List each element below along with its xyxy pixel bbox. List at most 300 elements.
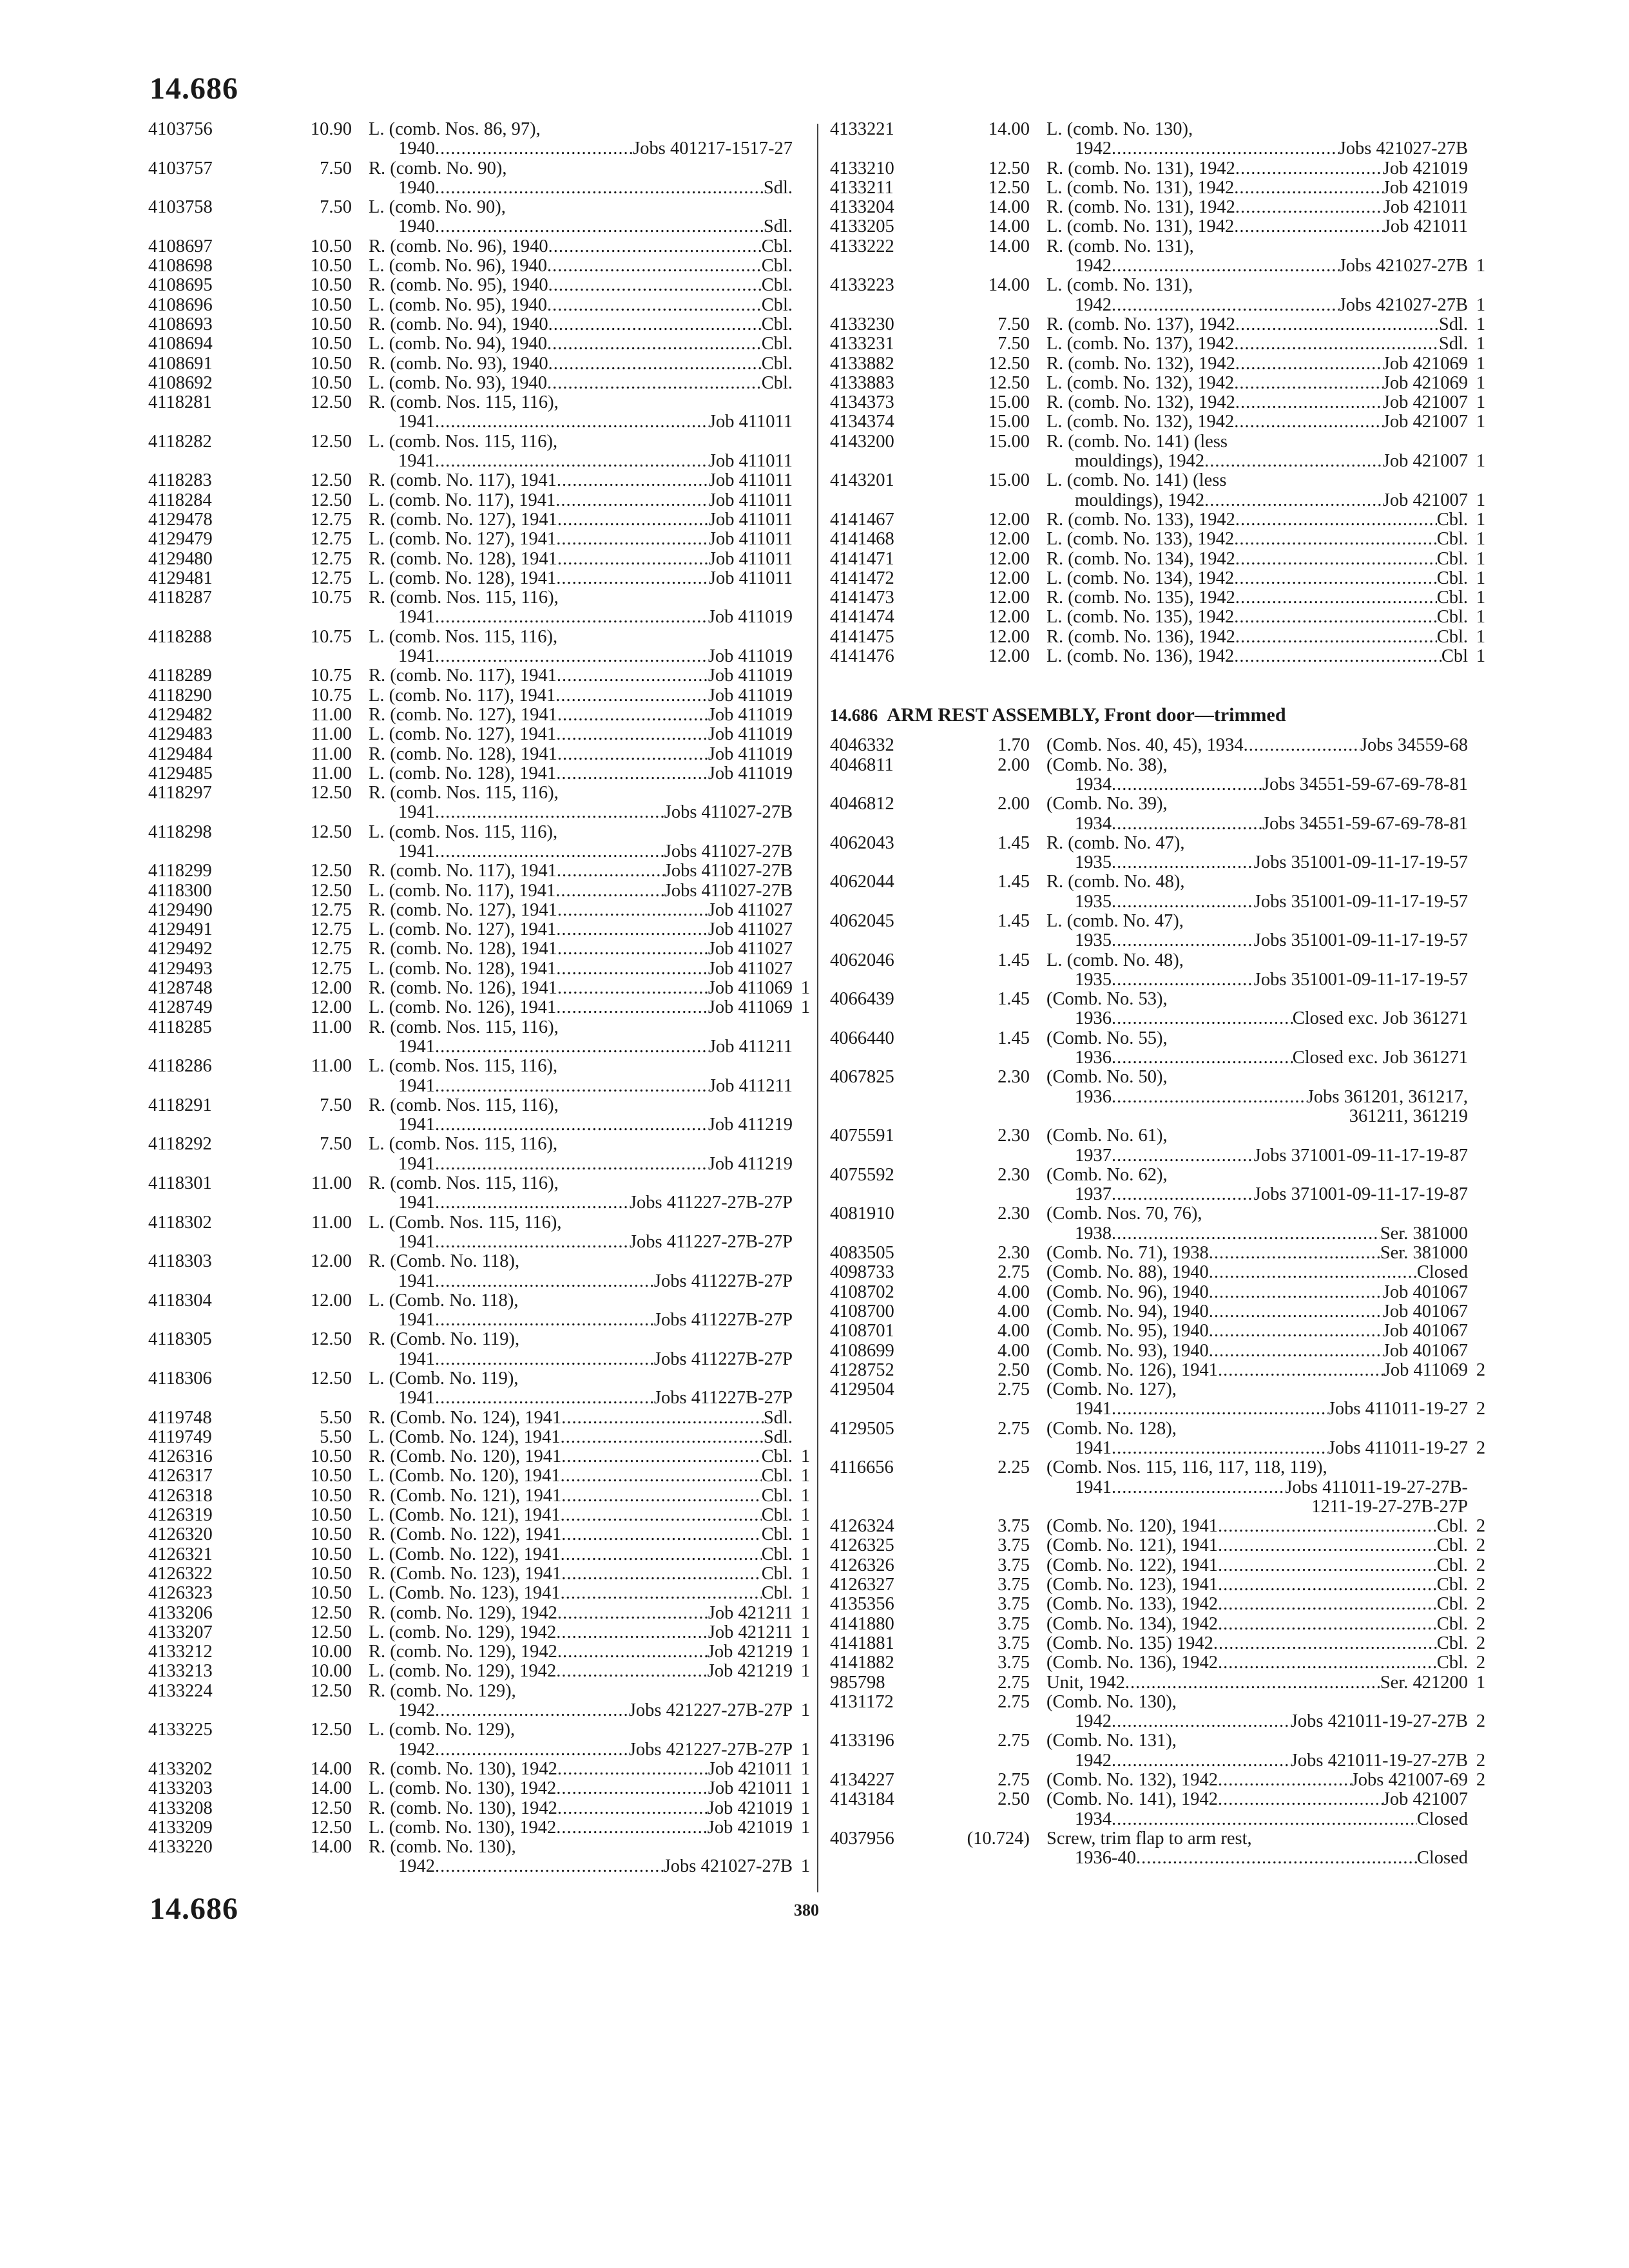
description-text: (Comb. No. 123), 1941 [1046,1575,1218,1595]
entry-line [148,354,818,374]
description-text: 1941 [398,1076,435,1096]
description-text: (Comb. No. 93), 1940 [1046,1341,1209,1361]
quantity [1468,1731,1494,1751]
indent [830,775,1075,794]
indent [830,814,1075,834]
description-text: L. (comb. No. 127), 1941 [369,725,557,745]
part-entry [830,276,1494,315]
application-info: Cbl. [1436,588,1468,608]
entry-line [148,334,818,354]
entry-description [1075,1478,1468,1497]
application-info: Job 411027 [708,920,793,940]
description-text: R. (comb. Nos. 115, 116), [369,393,559,413]
application-info: Cbl. [761,373,793,393]
description-text: L. (comb. Nos. 115, 116), [369,627,558,647]
quantity: 2 [1476,1535,1486,1556]
leader-dots [1218,1790,1383,1809]
description-text: (Comb. No. 71), 1938 [1046,1244,1209,1264]
part-entry [148,1369,818,1408]
entry-description [1075,1224,1468,1244]
entry-line [148,979,818,998]
application-info: Job 411011 [708,568,793,588]
entry-description [1046,1166,1468,1185]
description-text: 1937 [1075,1146,1112,1166]
leader-dots [1234,569,1436,588]
part-price: 12.50 [310,490,352,510]
description-text: 1211-19-27-27B-27P [1311,1496,1468,1517]
quantity: 1 [800,1642,811,1662]
part-number: 4046812 [830,794,894,814]
part-price: 7.50 [998,314,1030,334]
application-info: Cbl. [1436,1517,1468,1537]
entry-line [830,628,1494,647]
part-entry [148,256,818,276]
part-number: 4108695 [148,275,213,296]
indent [830,1146,1075,1166]
entry-description [1046,1263,1468,1282]
quantity [793,217,818,236]
entry-description [1046,159,1468,178]
description-text: L. (comb. No. 133), 1942 [1046,530,1235,550]
indent [148,1155,398,1174]
leader-dots [1218,1653,1437,1673]
part-entry [830,550,1494,569]
description-text: L. (Comb. No. 118), [369,1291,519,1311]
entry-description [369,1428,793,1447]
entry-line [148,1720,818,1740]
description-text: R. (comb. No. 132), 1942 [1046,393,1235,413]
application-info: Job 421019 [1382,178,1468,198]
application-info: Cbl. [761,1525,793,1545]
application-info: Job 411069 [708,979,793,999]
part-entry [830,237,1494,276]
part-number: 4133196 [830,1731,894,1751]
quantity: 1 [1476,1672,1486,1693]
part-price: 2.75 [998,1379,1030,1400]
entry-line [830,951,1494,970]
leader-dots [548,237,762,256]
entry-line [148,959,818,979]
part-number: 4126321 [148,1544,213,1564]
entry-line [148,666,818,686]
entry-description [369,1057,793,1076]
part-number: 4135356 [830,1594,894,1615]
part-entry [830,334,1494,354]
leader-dots [435,1740,629,1760]
part-number: 4103757 [148,158,213,178]
leader-dots [1112,775,1262,794]
entry-line [148,686,818,706]
entry-description [398,178,793,198]
entry-description [1046,276,1468,295]
part-entry [830,510,1494,530]
entry-line [148,1838,818,1857]
part-entry [830,1166,1494,1205]
part-number: 4118287 [148,588,212,608]
application-info: Job 411011 [708,412,793,432]
part-entry [830,1575,1494,1595]
part-number: 4062043 [830,832,894,853]
entry-description [398,1115,793,1135]
entry-description [1046,1341,1468,1361]
entry-description [398,1272,793,1291]
part-number: 4129491 [148,919,213,940]
part-entry [148,491,818,510]
quantity [793,412,818,432]
application-info: Job 411011 [708,510,793,530]
leader-dots [435,1115,708,1135]
quantity [1468,834,1494,853]
entry-description [369,393,793,412]
part-entry [148,745,818,764]
part-entry [148,1779,818,1798]
entry-line [830,990,1494,1009]
leader-dots [1218,1361,1383,1380]
part-number: 4118286 [148,1056,212,1077]
application-info: Jobs 411027-27B [664,803,793,823]
application-info: Sdl. [763,217,793,237]
description-text: R. (comb. No. 133), 1942 [1046,510,1235,530]
leader-dots [556,764,708,783]
quantity: 1 [800,1758,811,1779]
part-price: 12.00 [988,509,1030,530]
entry-line [830,647,1494,666]
entry-description [369,920,793,939]
part-number: 4133203 [148,1778,213,1799]
quantity: 1 [800,1563,811,1584]
quantity [1468,139,1494,159]
entry-description [369,159,793,178]
quantity [793,530,818,549]
description-text: R. (comb. No. 96), 1940 [369,236,548,256]
part-price: 12.00 [988,568,1030,588]
part-price: 1.45 [998,832,1030,853]
quantity [793,1311,818,1330]
part-price: 10.50 [310,275,352,296]
entry-line [830,432,1494,452]
entry-line [830,1361,1494,1380]
part-price: 10.50 [310,1563,352,1584]
part-entry [830,1517,1494,1536]
description-text: (Comb. No. 133), 1942 [1046,1595,1218,1615]
entry-line [830,550,1494,569]
quantity [793,315,818,334]
indent [830,931,1075,950]
part-price: 12.75 [310,509,352,530]
quantity [793,491,818,510]
part-number: 4118289 [148,666,212,686]
entry-description [1075,1399,1468,1419]
leader-dots [1235,550,1437,569]
entry-description [369,256,793,276]
entry-line [830,1166,1494,1185]
entry-description [1046,1615,1468,1634]
quantity: 2 [1476,1594,1486,1615]
quantity [793,1037,818,1057]
entry-description [1046,736,1468,755]
description-text: L. (comb. No. 96), 1940 [369,256,548,276]
application-info: Cbl. [761,1544,793,1564]
entry-line [830,178,1494,198]
description-text: Unit, 1942 [1046,1673,1125,1693]
entry-description [369,374,793,393]
entry-description [398,1350,793,1369]
entry-line [148,1564,818,1584]
quantity [1468,120,1494,139]
part-entry [148,510,818,530]
description-text: (Comb. No. 120), 1941 [1046,1517,1218,1537]
entry-continuation-line [830,1088,1494,1107]
description-text: L. (comb. No. 129), 1942 [369,1662,557,1682]
part-price: 12.00 [988,588,1030,608]
entry-description [398,217,793,236]
part-number: 4066440 [830,1028,894,1048]
part-number: 4062044 [830,872,894,892]
part-number: 4133230 [830,314,894,334]
part-entry [148,881,818,901]
part-price: 3.75 [998,1633,1030,1653]
part-number: 4098733 [830,1262,894,1283]
part-entry [830,951,1494,990]
part-number: 4118302 [148,1212,212,1233]
part-entry [830,1244,1494,1263]
indent [830,1810,1075,1829]
part-price: 11.00 [311,763,352,783]
entry-line [830,1790,1494,1809]
part-entry [830,198,1494,217]
entry-description [1075,1810,1468,1829]
entry-line [830,530,1494,549]
entry-line [830,412,1494,432]
entry-continuation-line [148,452,818,471]
application-info: Cbl. [1436,1595,1468,1615]
entry-description [1046,432,1468,452]
entry-line [830,834,1494,853]
leader-dots [435,842,664,861]
section-number: 14.686 [830,706,878,726]
application-info: Job 401067 [1382,1282,1468,1302]
leader-dots [435,1233,630,1252]
entry-description [1075,775,1468,794]
part-price: 12.75 [310,529,352,550]
description-text: (Comb. No. 61), [1046,1126,1168,1146]
leader-dots [1235,198,1383,217]
quantity [793,1252,818,1271]
leader-dots [1235,393,1383,412]
description-text: 1941 [398,1389,435,1408]
description-text: L. (comb. Nos. 86, 97), [369,120,541,139]
part-number: 4126317 [148,1466,213,1486]
part-price: 2.75 [998,1418,1030,1439]
quantity: 1 [800,1485,811,1506]
description-text: L. (Comb. No. 123), 1941 [369,1584,561,1604]
entry-line [830,872,1494,892]
description-text: 1941 [398,1311,435,1331]
part-number: 4108692 [148,372,213,393]
part-price: 2.30 [998,1126,1030,1146]
part-price: 12.50 [310,1602,352,1623]
leader-dots [1244,736,1360,755]
part-number: 4126318 [148,1485,213,1506]
application-info: Jobs 411027-27B [664,881,793,901]
quantity [793,939,818,959]
quantity: 1 [1476,490,1486,510]
description-text: (Comb. No. 88), 1940 [1046,1263,1209,1283]
description-text: L. (comb. No. 131), [1046,276,1193,296]
application-info: Job 411019 [708,725,793,745]
description-text: 1941 [398,1232,435,1252]
part-number: 4062045 [830,910,894,931]
description-text: 1938 [1075,1224,1112,1244]
application-info: Job 411019 [708,744,793,764]
description-text: (Comb. No. 96), 1940 [1046,1282,1209,1302]
part-entry [148,1662,818,1681]
description-text: L. (comb. No. 132), 1942 [1046,412,1235,432]
description-text: R. (comb. No. 129), 1942 [369,1642,557,1662]
description-text: 1942 [1075,139,1112,159]
part-price: 14.00 [988,236,1030,256]
application-info: Job 421219 [707,1662,793,1682]
entry-description [369,745,793,764]
leader-dots [547,334,762,354]
part-entry [148,471,818,490]
part-number: 4141882 [830,1653,894,1673]
quantity [1468,178,1494,198]
part-entry [148,1252,818,1291]
entry-line [148,1408,818,1428]
entry-continuation-line [830,1185,1494,1204]
quantity [793,1193,818,1213]
entry-line [830,1126,1494,1146]
entry-description [369,1408,793,1428]
description-text: L. (Comb. No. 120), 1941 [369,1466,561,1486]
quantity [793,1291,818,1311]
entry-continuation-line [148,1857,818,1876]
leader-dots [1213,1634,1437,1653]
entry-line [830,1302,1494,1321]
entry-description [369,881,793,901]
entry-description [369,1779,793,1798]
entry-description [1046,1829,1468,1849]
leader-dots [1234,412,1382,432]
application-info: Job 421019 [1382,159,1468,178]
entry-continuation-line [830,452,1494,471]
quantity: 1 [800,1661,811,1682]
part-price: 12.50 [310,1798,352,1818]
entry-description [369,706,793,725]
part-number: 4126324 [830,1516,894,1537]
quantity [1468,1048,1494,1068]
entry-line [830,1419,1494,1439]
part-price: 10.50 [310,1524,352,1545]
part-number: 4129493 [148,958,213,979]
quantity [793,901,818,920]
entry-line [148,256,818,276]
application-info: Job 411011 [708,549,793,569]
description-text: (Comb. No. 62), [1046,1165,1168,1185]
quantity [1468,1088,1494,1107]
part-entry [830,628,1494,647]
part-number: 4133225 [148,1720,213,1740]
leader-dots [561,1545,762,1564]
quantity: 1 [1476,314,1486,334]
description-text: L. (comb. No. 129), [369,1720,516,1740]
entry-description [398,139,793,159]
part-number: 4133224 [148,1680,213,1701]
part-number: 4131172 [830,1691,894,1712]
part-number: 4081910 [830,1204,894,1224]
application-info: Jobs 421027-27B [1338,256,1468,276]
application-info: Jobs 351001-09-11-17-19-57 [1253,931,1468,951]
quantity [793,1408,818,1428]
indent [830,1849,1075,1868]
entry-description [1046,1653,1468,1673]
entry-description [369,120,793,139]
entry-description [369,1642,793,1662]
application-info: Sdl. [1438,314,1468,334]
description-text: R. (Comb. No. 118), [369,1252,520,1272]
entry-line [148,628,818,647]
quantity: 1 [800,997,811,1018]
entry-description [1046,1790,1468,1809]
leader-dots [561,1447,761,1466]
part-number: 4133223 [830,275,894,296]
leader-dots [1112,1712,1291,1731]
part-entry [830,412,1494,432]
part-entry [830,217,1494,236]
part-price: 10.75 [310,588,352,608]
indent [148,452,398,471]
entry-continuation-line [148,1077,818,1096]
entry-line [148,393,818,412]
leader-dots [1112,1146,1254,1166]
leader-dots [435,1311,654,1330]
entry-continuation-line [830,1497,1494,1517]
entry-description [1046,1458,1468,1477]
part-entry [830,647,1494,666]
part-entry [148,1720,818,1760]
part-entry [830,1771,1494,1790]
entry-description [1075,1439,1468,1458]
application-info: Job 421019 [707,1818,793,1838]
quantity: 1 [800,1622,811,1642]
application-info: Job 411019 [708,764,793,783]
application-info: Cbl. [761,1584,793,1604]
leader-dots [1209,1263,1417,1282]
entry-continuation-line [830,1751,1494,1771]
entry-description [369,1564,793,1584]
description-text: 1941 [398,841,435,861]
part-entry [830,794,1494,834]
quantity: 1 [800,1602,811,1623]
part-number: 4141476 [830,646,894,667]
part-price: 10.50 [310,372,352,393]
part-entry [830,354,1494,374]
part-entry [830,1536,1494,1555]
part-number: 4141881 [830,1633,894,1653]
column-divider [817,124,818,1892]
part-price: 10.50 [310,1505,352,1526]
entry-description [369,939,793,959]
part-entry [148,120,818,159]
entry-description [398,1311,793,1330]
description-text: 1942 [1075,256,1112,276]
quantity [1468,872,1494,892]
description-text: R. (comb. No. 128), 1941 [369,549,557,569]
part-number: 4046811 [830,754,894,775]
part-price: 10.50 [310,256,352,276]
entry-continuation-line [148,1193,818,1213]
